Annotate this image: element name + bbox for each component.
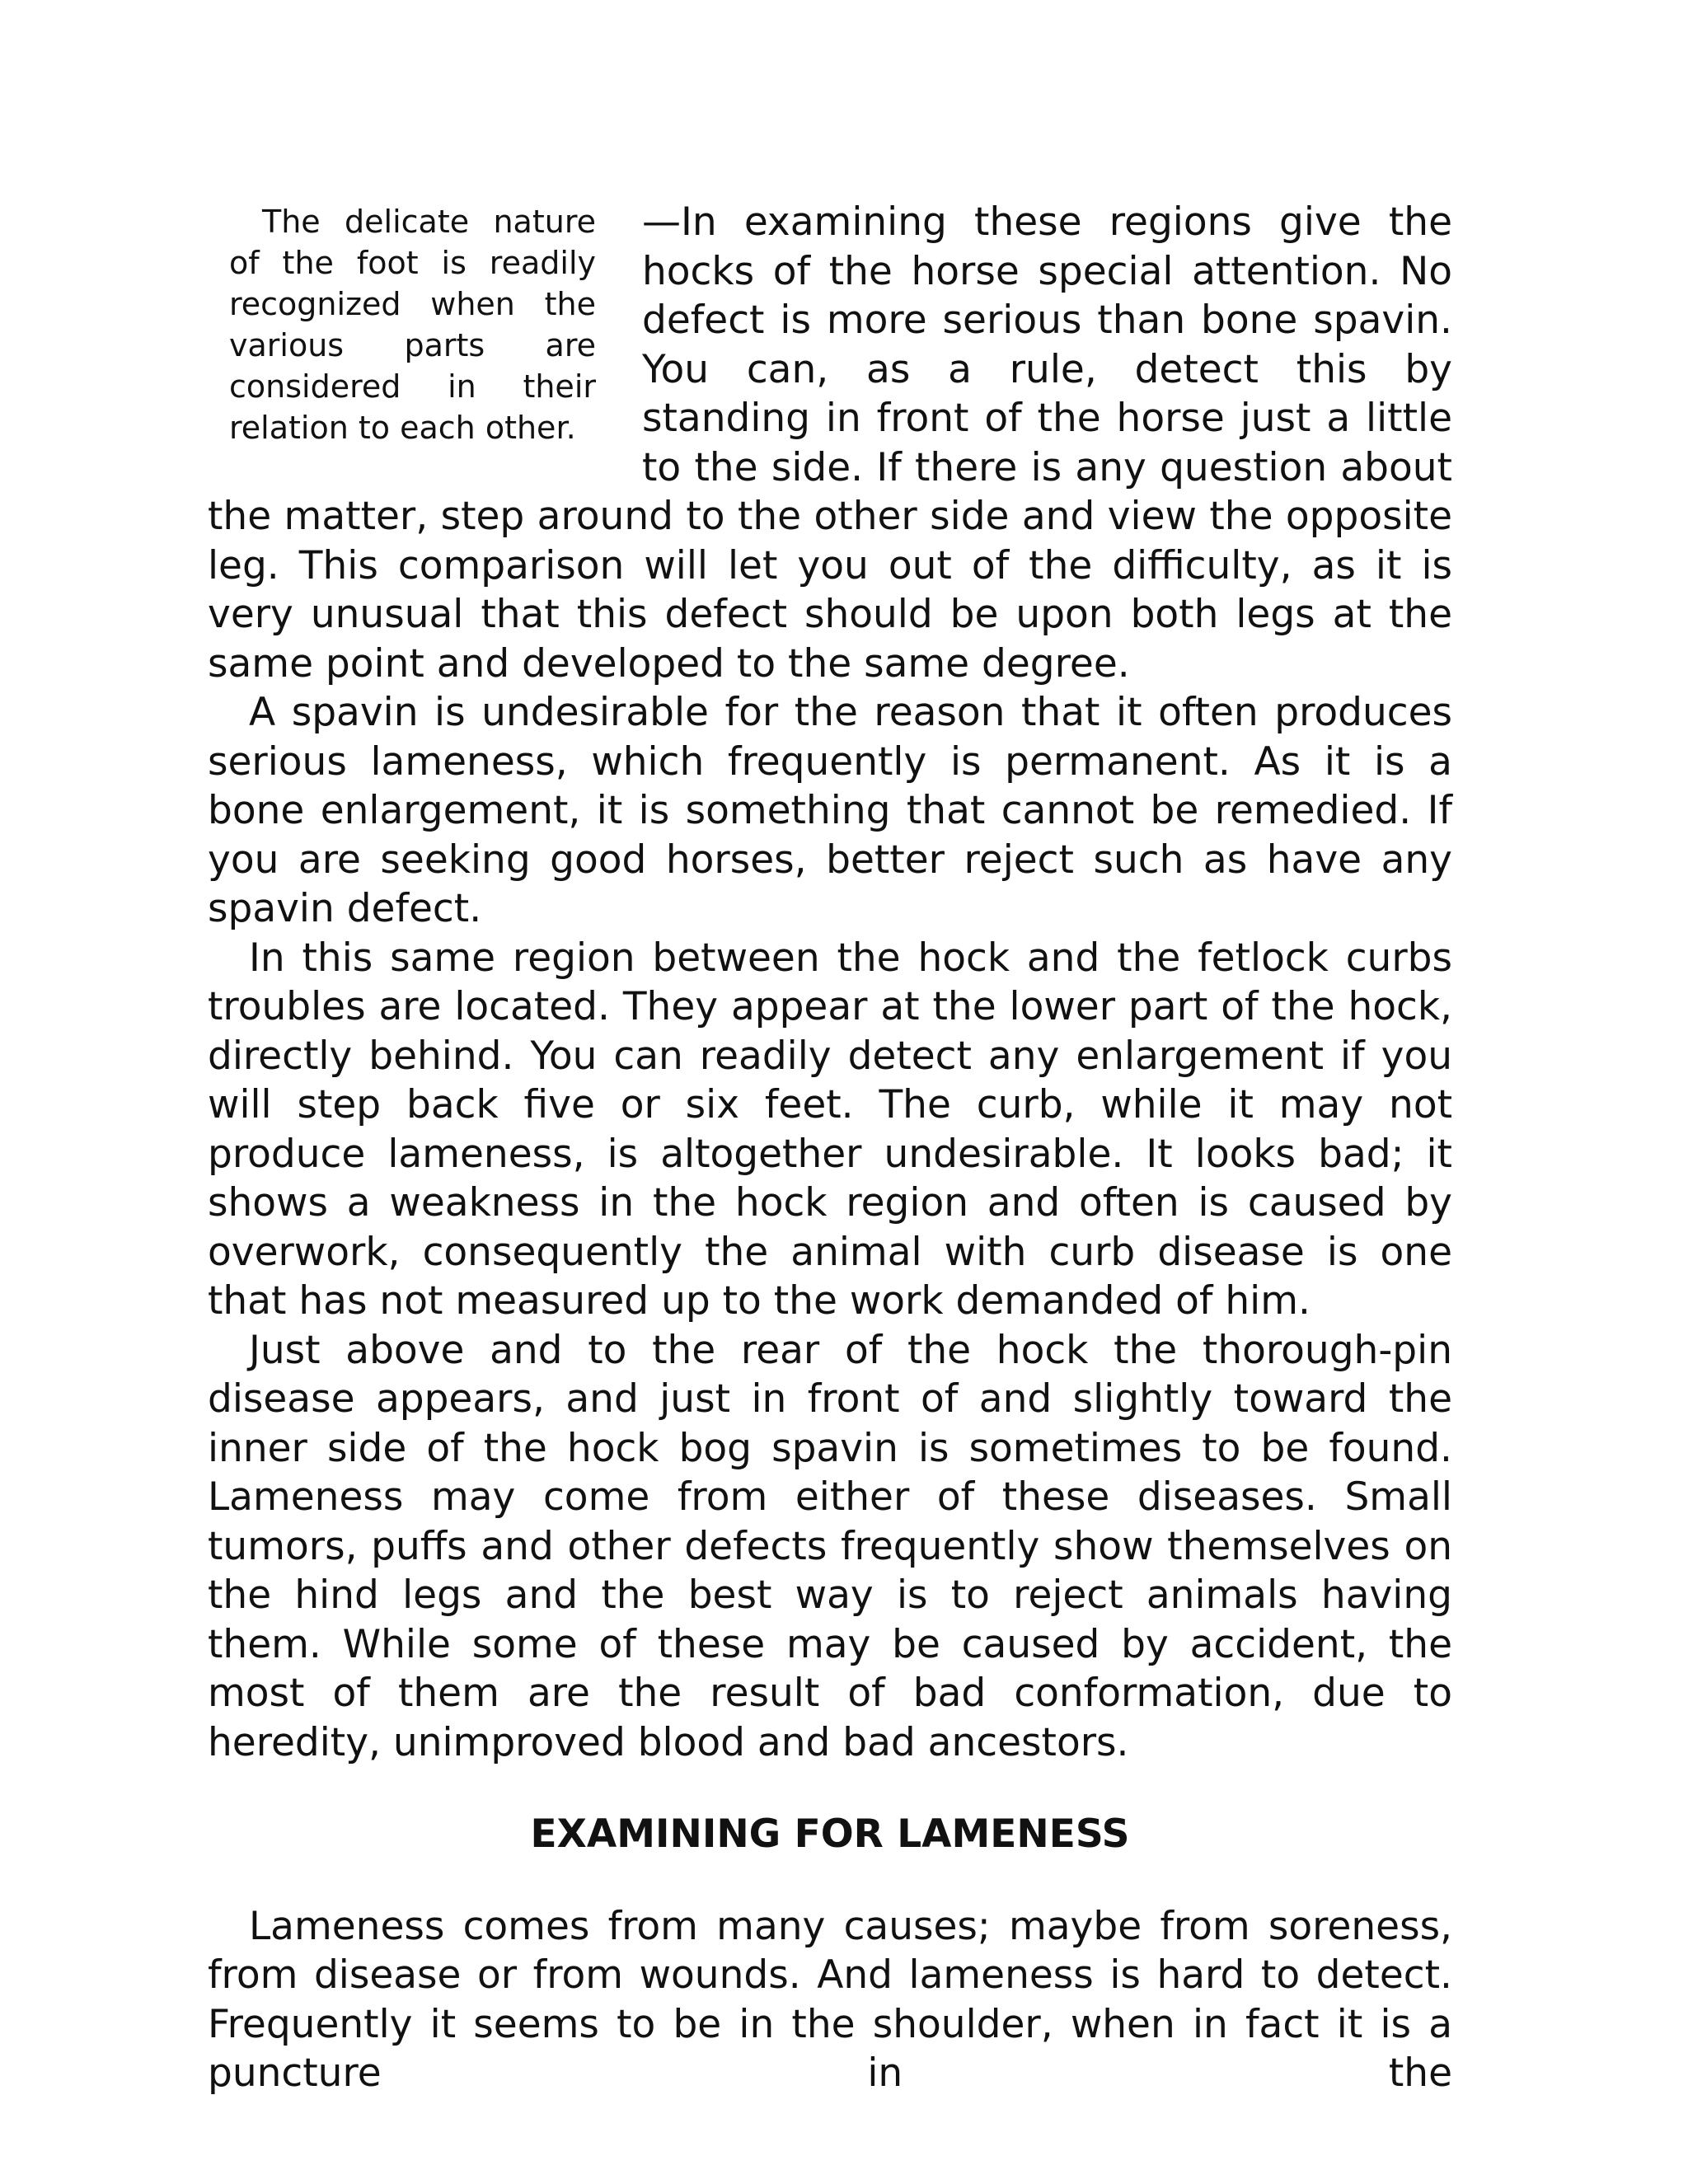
- sidenote: The delicate nature of the foot is readily recognized when the various parts are considered in their relation to each other.: [229, 204, 596, 446]
- paragraph-spavin: A spavin is undesirable for the reason that it often produces serious lameness, which frequently is permanent. As it is a bone enlargement, it is something that cannot be remedied. If you are seeking good horses, better reject such as have any spavin defect.: [208, 690, 1452, 931]
- section-heading: EXAMINING FOR LAMENESS: [530, 1811, 1130, 1857]
- paragraph-lameness: Lameness comes from many causes; maybe from soreness, from disease or from wounds. And lameness is hard to detect. Frequently it seems to be in the shoulder, when in fact it is a puncture in the: [208, 1903, 1452, 2096]
- paragraph-hocks: —In examining these regions give the hocks of the horse special attention. No defect is more serious than bone spavin. You can, as a rule, detect this by standing in front of the horse just a little to the side. If there is any question about the matter, step around to the other side and view the opposite leg. This comparison will let you out of the difficulty, as it is very unusual that this defect should be upon both legs at the same point and developed to the same degree.: [208, 199, 1452, 687]
- paragraph-curbs: In this same region between the hock and the fetlock curbs troubles are located. They appear at the lower part of the hock, directly behind. You can readily detect any enlargement if you will step back five or six feet. The curb, while it may not produce lameness, is altogether undesirable. It looks bad; it shows a weakness in the hock region and often is caused by overwork, consequently the animal with curb disease is one that has not measured up to the work demanded of him.: [208, 935, 1452, 1324]
- paragraph-thorough-pin: Just above and to the rear of the hock the thorough-pin disease appears, and just in front of and slightly toward the inner side of the hock bog spavin is sometimes to be found. Lameness may come from either of these diseases. Small tumors, puffs and other defects frequently show themselves on the hind legs and the best way is to reject animals having them. While some of these may be caused by accident, the most of them are the result of bad conformation, due to heredity, unimproved blood and bad ancestors.: [208, 1327, 1452, 1765]
- document-page: [208, 198, 1452, 2098]
